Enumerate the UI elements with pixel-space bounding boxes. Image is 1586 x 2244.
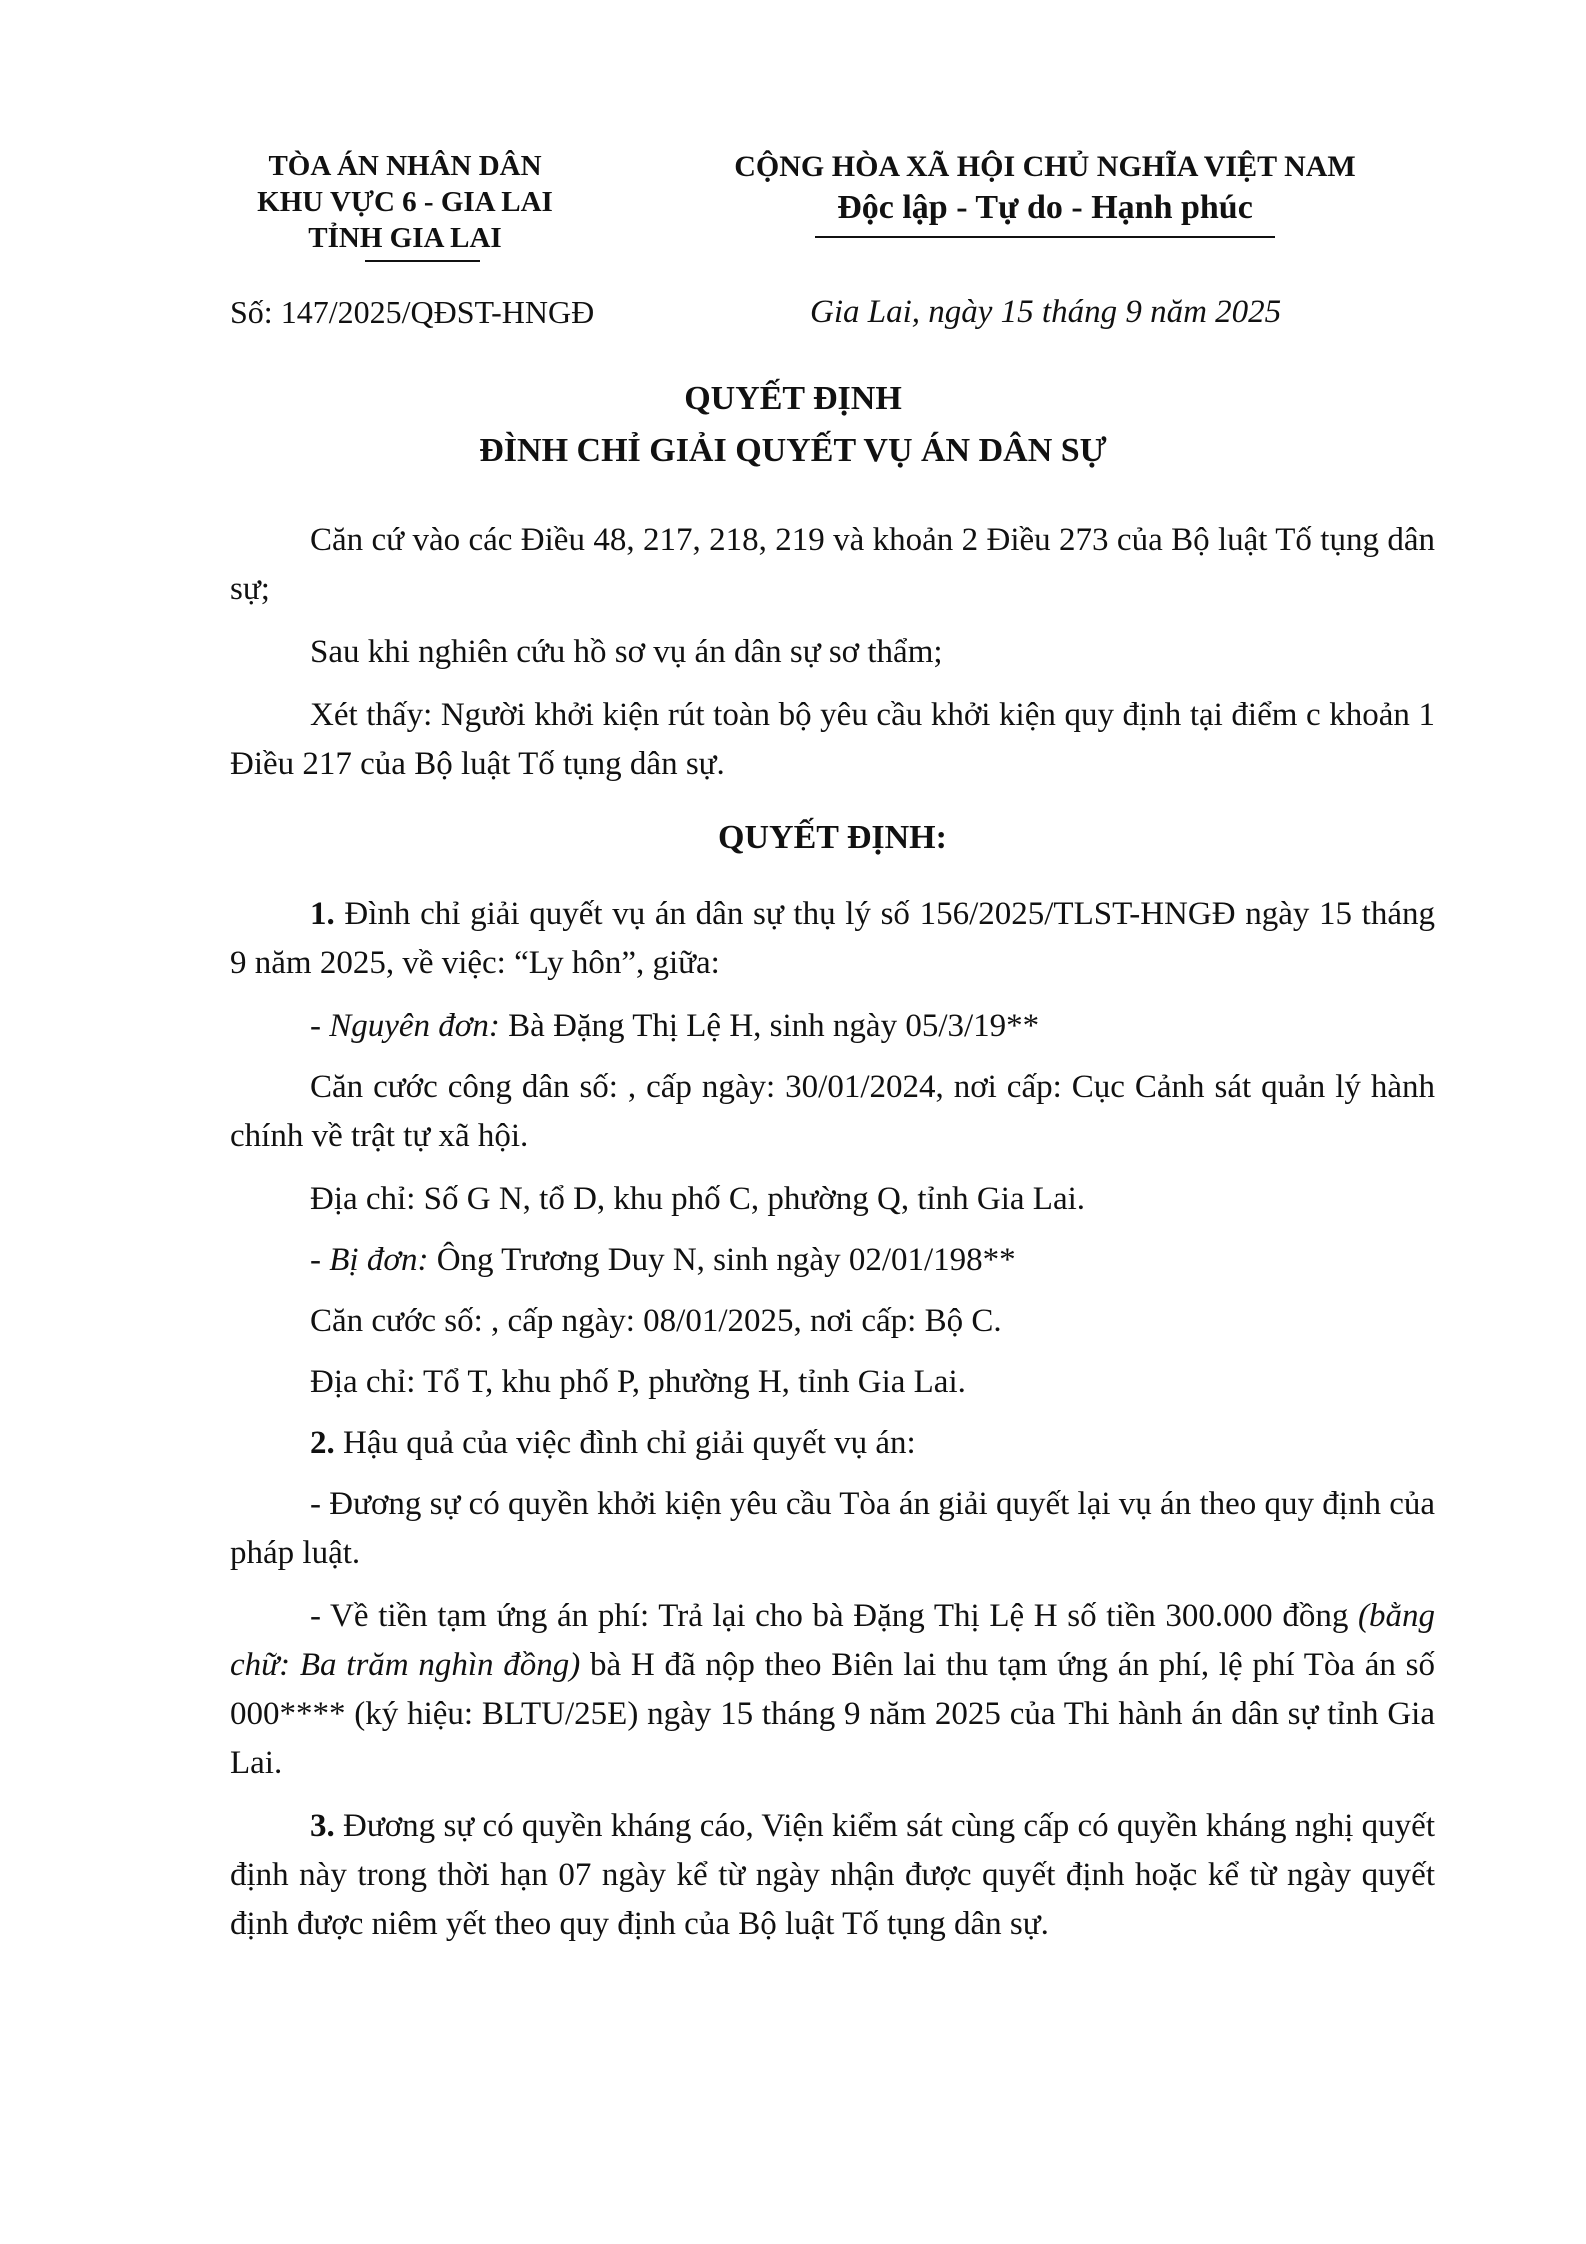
defendant-id: Căn cước số: , cấp ngày: 08/01/2025, nơi cấp: Bộ C. [310, 1303, 1002, 1339]
item-3-number: 3. [310, 1808, 335, 1844]
court-line-3: TỈNH GIA LAI [308, 222, 502, 254]
defendant-label: Bị đơn: [329, 1242, 429, 1278]
item-1-number: 1. [310, 896, 335, 932]
item-1-text: Đình chỉ giải quyết vụ án dân sự thụ lý số 156/2025/TLST-HNGĐ ngày 15 tháng 9 năm 2025, về việc: “Ly hôn”, giữa: [230, 896, 1435, 981]
item-2-number: 2. [310, 1425, 335, 1461]
item-2 [230, 1419, 1435, 1468]
item-3-text: Đương sự có quyền kháng cáo, Viện kiểm sát cùng cấp có quyền kháng nghị quyết định này trong thời hạn 07 ngày kể từ ngày nhận được quyết định hoặc kể từ ngày quyết định được niêm yết theo quy định của Bộ luật Tố tụng dân sự. [230, 1808, 1435, 1942]
item-3 [230, 1802, 1435, 1949]
plaintiff-id: Căn cước công dân số: , cấp ngày: 30/01/2024, nơi cấp: Cục Cảnh sát quản lý hành chính về trật tự xã hội. [230, 1069, 1435, 1154]
item-1 [230, 890, 1435, 988]
plaintiff-address: Địa chỉ: Số G N, tổ D, khu phố C, phường Q, tỉnh Gia Lai. [310, 1181, 1086, 1217]
national-heading [700, 148, 1390, 230]
fee-amount-in-words: (bằng chữ: Ba trăm nghìn đồng) [230, 1598, 1435, 1683]
court-name [200, 148, 610, 256]
defendant-line [230, 1236, 1435, 1285]
plaintiff-line [230, 1002, 1435, 1051]
decision-heading: QUYẾT ĐỊNH: [718, 819, 947, 856]
item-2-text: Hậu quả của việc đình chỉ giải quyết vụ án: [334, 1425, 916, 1461]
preamble-legal-basis: Căn cứ vào các Điều 48, 217, 218, 219 và khoản 2 Điều 273 của Bộ luật Tố tụng dân sự; [230, 522, 1435, 607]
document-number: Số: 147/2025/QĐST-HNGĐ [230, 294, 595, 330]
national-motto: Độc lập - Tự do - Hạnh phúc [837, 189, 1253, 226]
document-date: Gia Lai, ngày 15 tháng 9 năm 2025 [810, 294, 1282, 330]
defendant-address: Địa chỉ: Tổ T, khu phố P, phường H, tỉnh Gia Lai. [310, 1364, 966, 1400]
defendant-prefix: - [310, 1242, 330, 1278]
consequence-refile: - Đương sự có quyền khởi kiện yêu cầu Tòa án giải quyết lại vụ án theo quy định của pháp luật. [230, 1486, 1435, 1571]
plaintiff-label: Nguyên đơn: [329, 1008, 500, 1044]
court-line-1: TÒA ÁN NHÂN DÂN [268, 150, 542, 182]
preamble-finding: Xét thấy: Người khởi kiện rút toàn bộ yêu cầu khởi kiện quy định tại điểm c khoản 1 Điều 217 của Bộ luật Tố tụng dân sự. [230, 697, 1435, 782]
fee-text-1: - Về tiền tạm ứng án phí: Trả lại cho bà Đặng Thị Lệ H số tiền 300.000 đồng [310, 1598, 1358, 1634]
consequence-fee-refund [230, 1592, 1435, 1788]
country-name: CỘNG HÒA XÃ HỘI CHỦ NGHĨA VIỆT NAM [734, 150, 1356, 183]
court-underline [365, 260, 480, 262]
document-title: QUYẾT ĐỊNH [684, 380, 902, 417]
motto-underline [815, 236, 1275, 238]
document-body [230, 516, 1435, 1963]
plaintiff-prefix: - [310, 1008, 330, 1044]
preamble-review: Sau khi nghiên cứu hồ sơ vụ án dân sự sơ thẩm; [310, 634, 943, 670]
document-subtitle: ĐÌNH CHỈ GIẢI QUYẾT VỤ ÁN DÂN SỰ [479, 432, 1107, 469]
fee-text-2: bà H đã nộp theo Biên lai thu tạm ứng án phí, lệ phí Tòa án số 000**** (ký hiệu: BLTU/25E) ngày 15 tháng 9 năm 2025 của Thi hành án dân sự tỉnh Gia Lai. [230, 1647, 1435, 1781]
court-line-2: KHU VỰC 6 - GIA LAI [257, 186, 553, 218]
plaintiff-text: Bà Đặng Thị Lệ H, sinh ngày 05/3/19** [499, 1008, 1040, 1044]
defendant-text: Ông Trương Duy N, sinh ngày 02/01/198** [428, 1242, 1016, 1278]
